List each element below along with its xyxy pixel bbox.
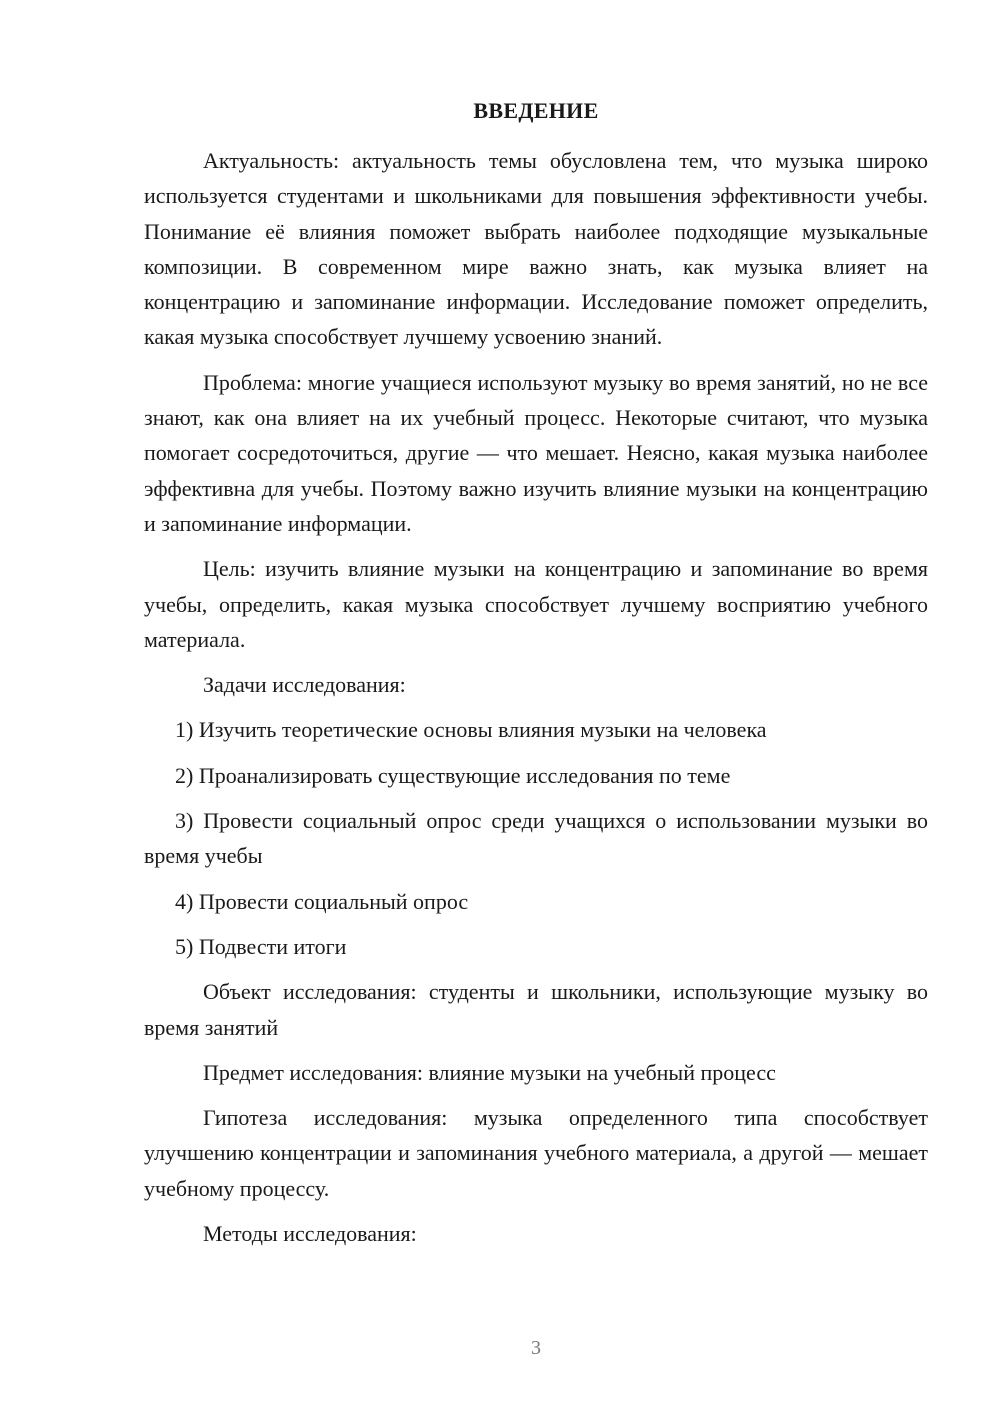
paragraph-relevance: Актуальность: актуальность темы обусловлена тем, что музыка широко используется студентами и школьниками для повышения эффективности учебы. Понимание её влияния поможет выбрать наиболее подходящие музыкальные композиции. В современном мире важно знать, как музыка влияет на концентрацию и запоминание информации. Исследование поможет определить, какая музыка способствует лучшему усвоению знаний.	[144, 148, 928, 350]
task-item: 4) Провести социальный опрос	[175, 888, 469, 914]
paragraph-object: Объект исследования: студенты и школьники, использующие музыку во время занятий	[144, 979, 928, 1040]
task-item: 1) Изучить теоретические основы влияния музыки на человека	[175, 717, 767, 743]
paragraph-methods-title: Методы исследования:	[203, 1221, 417, 1247]
paragraph-hypothesis: Гипотеза исследования: музыка определенного типа способствует улучшению концентрации и запоминания учебного материала, а другой — мешает учебному процессу.	[144, 1105, 928, 1201]
section-heading: ВВЕДЕНИЕ	[473, 98, 599, 123]
paragraph-subject: Предмет исследования: влияние музыки на учебный процесс	[203, 1059, 776, 1085]
paragraph-tasks-title: Задачи исследования:	[203, 672, 406, 698]
paragraph-problem: Проблема: многие учащиеся используют музыку во время занятий, но не все знают, как она влияет на их учебный процесс. Некоторые считают, что музыка помогает сосредоточиться, другие — что мешает. Неясно, какая музыка наиболее эффективна для учебы. Поэтому важно изучить влияние музыки на концентрацию и запоминание информации.	[144, 369, 928, 536]
task-item: 2) Проанализировать существующие исследования по теме	[175, 762, 731, 788]
task-item: 3) Провести социальный опрос среди учащихся о использовании музыки во время учебы	[144, 808, 928, 869]
body-text	[144, 143, 928, 1261]
page-number: 3	[531, 1337, 541, 1359]
task-item: 5) Подвести итоги	[175, 933, 347, 959]
paragraph-goal: Цель: изучить влияние музыки на концентрацию и запоминание во время учебы, определить, какая музыка способствует лучшему восприятию учебного материала.	[144, 556, 928, 652]
